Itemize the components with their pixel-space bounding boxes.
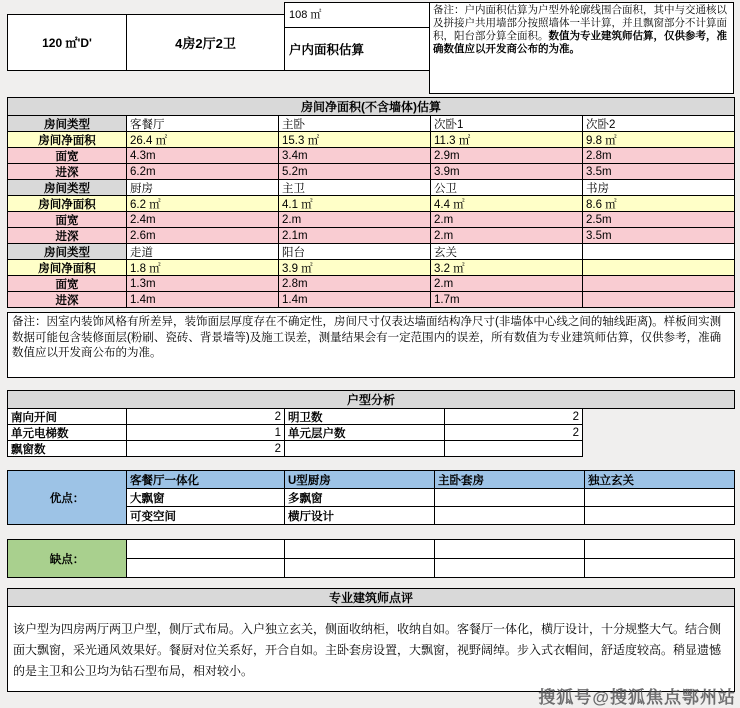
width-cell: 4.3m: [126, 147, 278, 163]
analysis-label: [284, 440, 444, 456]
cons-item: [126, 539, 284, 558]
width-cell: 2.m: [430, 275, 582, 291]
pros-item: 大飘窗: [126, 488, 284, 506]
room-type-cell: 厨房: [126, 179, 278, 195]
room-table-title: 房间净面积(不含墙体)估算: [7, 97, 735, 116]
row-label-depth: 进深: [7, 227, 126, 243]
depth-cell: 3.9m: [430, 163, 582, 179]
row-label-depth: 进深: [7, 291, 126, 307]
row-label-width: 面宽: [7, 147, 126, 163]
width-cell: 2.8m: [582, 147, 734, 163]
room-type-cell: 主卫: [278, 179, 430, 195]
room-table-footnote: 备注：因室内装饰风格有所差异，装饰面层厚度存在不确定性，房间尺寸仅表达墙面结构净尺寸(非墙体中心线之间的轴线距离)。样板间实测数据可能包含装修面层(粉刷、瓷砖、背景墙等)及施工误差，测量结果会有一定范围内的误差，所有数值为专业建筑师估算，仅供参考，准确数值应以开发商公布的为准。: [7, 312, 735, 378]
pros-item: [584, 506, 734, 524]
pros-item: 主卧套房: [434, 470, 584, 488]
sohu-watermark: 搜狐号@搜狐焦点鄂州站: [538, 688, 736, 707]
room-type-cell: [582, 243, 734, 259]
width-cell: 2.9m: [430, 147, 582, 163]
unit-size-cell: 120 ㎡'D': [7, 14, 127, 71]
cons-item: [584, 558, 734, 577]
analysis-value: [444, 440, 582, 456]
pros-item: 可变空间: [126, 506, 284, 524]
width-cell: 3.4m: [278, 147, 430, 163]
row-label-width: 面宽: [7, 275, 126, 291]
review-text: 该户型为四房两厅两卫户型，侧厅式布局。入户独立玄关，侧面收纳柜，收纳自如。客餐厅一体化，横厅设计，十分规整大气。结合侧面大飘窗，采光通风效果好。餐厨对位关系好，开合自如。主卧套房设置，大飘窗，视野阔绰。步入式衣帽间，舒适度较高。稍显遗憾的是主卫和公卫均为钻石型布局，相对较小。: [7, 606, 735, 692]
cons-item: [584, 539, 734, 558]
depth-cell: 3.5m: [582, 163, 734, 179]
net-area-cell: 4.4 ㎡: [430, 195, 582, 211]
depth-cell: [582, 291, 734, 307]
pros-item: U型厨房: [284, 470, 434, 488]
width-cell: 2.5m: [582, 211, 734, 227]
depth-cell: 6.2m: [126, 163, 278, 179]
pros-item: 独立玄关: [584, 470, 734, 488]
pros-item: 客餐厅一体化: [126, 470, 284, 488]
analysis-value: 1: [126, 424, 284, 440]
net-area-cell: 1.8 ㎡: [126, 259, 278, 275]
room-type-cell: 次卧2: [582, 115, 734, 131]
analysis-label: 单元层户数: [284, 424, 444, 440]
depth-cell: 2.m: [430, 227, 582, 243]
width-cell: 2.m: [278, 211, 430, 227]
analysis-label: 南向开间: [7, 408, 126, 424]
width-cell: 2.m: [430, 211, 582, 227]
pros-label: 优点：: [7, 470, 126, 524]
row-label-room-type: 房间类型: [7, 243, 126, 259]
room-area-table: [7, 115, 735, 308]
net-area-cell: 11.3 ㎡: [430, 131, 582, 147]
net-area-cell: 9.8 ㎡: [582, 131, 734, 147]
room-type-cell: 主卧: [278, 115, 430, 131]
room-type-cell: 客餐厅: [126, 115, 278, 131]
pros-item: 横厅设计: [284, 506, 434, 524]
row-label-width: 面宽: [7, 211, 126, 227]
analysis-title: 户型分析: [7, 390, 735, 409]
header-note-text: 备注：户内面积估算为户型外轮廓线围合面积，其中与交通核以及拼接户共用墙部分按照墙体一半计算，并且飘窗部分不计算面积，阳台部分算全面积。: [433, 4, 727, 42]
room-type-cell: 次卧1: [430, 115, 582, 131]
pros-item: [434, 488, 584, 506]
cons-item: [126, 558, 284, 577]
room-type-cell: 书房: [582, 179, 734, 195]
review-title: 专业建筑师点评: [7, 588, 735, 607]
depth-cell: 3.5m: [582, 227, 734, 243]
cons-label: 缺点：: [7, 539, 126, 577]
net-area-cell: 15.3 ㎡: [278, 131, 430, 147]
depth-cell: 2.6m: [126, 227, 278, 243]
analysis-table: [7, 408, 583, 457]
header-note-bold-text: 数值为专业建筑师估算，仅供参考，准确数值应以开发商公布的为准。: [433, 30, 727, 55]
width-cell: 2.4m: [126, 211, 278, 227]
net-area-cell: 26.4 ㎡: [126, 131, 278, 147]
depth-cell: 1.7m: [430, 291, 582, 307]
analysis-value: 2: [444, 424, 582, 440]
width-cell: 1.3m: [126, 275, 278, 291]
row-label-depth: 进深: [7, 163, 126, 179]
header-note-cell: [429, 2, 734, 94]
cons-item: [284, 558, 434, 577]
net-area-cell: 4.1 ㎡: [278, 195, 430, 211]
net-area-cell: 3.2 ㎡: [430, 259, 582, 275]
pros-item: [584, 488, 734, 506]
width-cell: [582, 275, 734, 291]
room-type-cell: 走道: [126, 243, 278, 259]
row-label-net-area: 房间净面积: [7, 259, 126, 275]
row-label-net-area: 房间净面积: [7, 131, 126, 147]
row-label-room-type: 房间类型: [7, 179, 126, 195]
net-area-cell: 3.9 ㎡: [278, 259, 430, 275]
pros-item: [434, 506, 584, 524]
pros-table: [7, 470, 735, 525]
width-cell: 2.8m: [278, 275, 430, 291]
room-type-cell: 玄关: [430, 243, 582, 259]
room-type-cell: 阳台: [278, 243, 430, 259]
depth-cell: 1.4m: [278, 291, 430, 307]
analysis-value: 2: [126, 408, 284, 424]
room-type-cell: 公卫: [430, 179, 582, 195]
cons-item: [284, 539, 434, 558]
depth-cell: 1.4m: [126, 291, 278, 307]
inner-area-label-cell: 户内面积估算: [284, 27, 430, 71]
net-area-cell: 6.2 ㎡: [126, 195, 278, 211]
inner-area-value-cell: 108 ㎡: [284, 2, 430, 28]
pros-item: 多飘窗: [284, 488, 434, 506]
analysis-label: 明卫数: [284, 408, 444, 424]
cons-item: [434, 558, 584, 577]
row-label-net-area: 房间净面积: [7, 195, 126, 211]
analysis-value: 2: [444, 408, 582, 424]
cons-table: [7, 539, 735, 578]
depth-cell: 2.1m: [278, 227, 430, 243]
net-area-cell: 8.6 ㎡: [582, 195, 734, 211]
unit-layout-cell: 4房2厅2卫: [126, 14, 285, 71]
depth-cell: 5.2m: [278, 163, 430, 179]
net-area-cell: [582, 259, 734, 275]
analysis-label: 飘窗数: [7, 440, 126, 456]
analysis-value: 2: [126, 440, 284, 456]
analysis-label: 单元电梯数: [7, 424, 126, 440]
cons-item: [434, 539, 584, 558]
row-label-room-type: 房间类型: [7, 115, 126, 131]
